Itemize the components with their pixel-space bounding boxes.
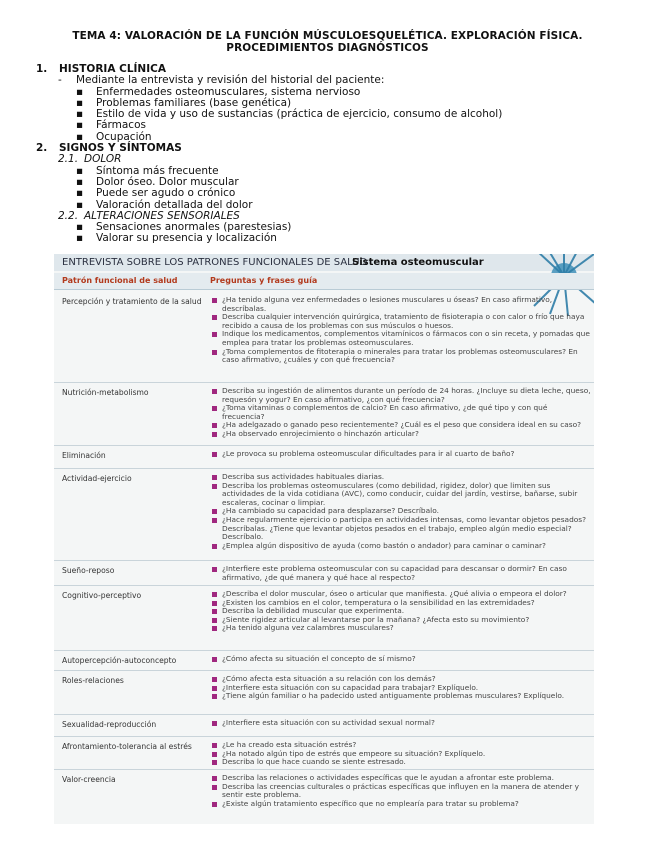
- section-heading-1: 1. HISTORIA CLÍNICA: [36, 63, 166, 75]
- question-item: ¿Cómo afecta esta situación a su relación con los demás?: [210, 675, 592, 684]
- question-item: Indique los medicamentos, complementos vitamínicos o fármacos con o sin receta, y pomadas que emplea para tratar los problemas osteomusculares.: [210, 330, 592, 347]
- table-row: [54, 670, 594, 715]
- bullet-text: Valoración detallada del dolor: [96, 198, 253, 211]
- bullet-marker: ▪: [76, 108, 84, 121]
- pattern-cell: Actividad-ejercicio: [62, 474, 132, 483]
- question-item: ¿Interfiere esta situación con su capacidad para trabajar? Explíquelo.: [210, 684, 592, 693]
- section-intro: - Mediante la entrevista y revisión del historial del paciente:: [58, 74, 385, 87]
- question-item: ¿Existe algún tratamiento específico que no emplearía para tratar su problema?: [210, 800, 592, 809]
- bullet-marker: ▪: [76, 85, 84, 98]
- question-item: ¿Existen los cambios en el color, temperatura o la sensibilidad en las extremidades?: [210, 599, 592, 608]
- question-item: Describa las relaciones o actividades específicas que le ayudan a afrontar este problema.: [210, 774, 592, 783]
- bullet-text: Problemas familiares (base genética): [96, 96, 292, 109]
- bullet-text: Sensaciones anormales (parestesias): [96, 221, 292, 234]
- sensory-bullets: [36, 222, 626, 245]
- questions-cell: [210, 473, 592, 550]
- questions-cell: [210, 675, 592, 701]
- question-item: ¿Ha tenido alguna vez calambres musculares?: [210, 624, 592, 633]
- pattern-cell: Valor-creencia: [62, 775, 116, 784]
- questions-cell: [210, 741, 592, 767]
- question-item: ¿Ha cambiado su capacidad para desplazarse? Descríbalo.: [210, 507, 592, 516]
- question-item: ¿Toma vitaminas o complementos de calcio? En caso afirmativo, ¿de qué tipo y con qué frecuencia?: [210, 404, 592, 421]
- table-system-label: Sistema osteomuscular: [352, 257, 484, 268]
- questions-cell: [210, 719, 592, 728]
- bullet-text: Síntoma más frecuente: [96, 164, 219, 177]
- question-item: ¿Ha adelgazado o ganado peso recientemente? ¿Cuál es el peso que considera ideal en su caso?: [210, 421, 592, 430]
- pattern-cell: Eliminación: [62, 451, 106, 460]
- document-title: TEMA 4: VALORACIÓN DE LA FUNCIÓN MÚSCULOESQUELÉTICA. EXPLORACIÓN FÍSICA. PROCEDIMIENTOS DIAGNÓSTICOS: [72, 30, 583, 54]
- bullet-item: [76, 233, 626, 244]
- bullet-text: Fármacos: [96, 119, 146, 132]
- table-column-headers: [54, 273, 594, 290]
- question-item: ¿Tiene algún familiar o ha padecido usted antiguamente problemas musculares? Explíquelo.: [210, 692, 592, 701]
- question-item: ¿Interfiere este problema osteomuscular con su capacidad para descansar o dormir? En caso afirmativo, ¿de qué manera y qué hace al respecto?: [210, 565, 592, 582]
- pattern-cell: Percepción y tratamiento de la salud: [62, 297, 202, 306]
- questions-cell: [210, 774, 592, 808]
- document-body: [36, 64, 626, 245]
- pattern-cell: Sexualidad-reproducción: [62, 720, 157, 729]
- bullet-text: Estilo de vida y uso de sustancias (práctica de ejercicio, consumo de alcohol): [96, 108, 503, 121]
- question-item: Describa sus actividades habituales diarias.: [210, 473, 592, 482]
- column-header-pattern: Patrón funcional de salud: [62, 276, 178, 285]
- questions-cell: [210, 590, 592, 633]
- question-item: Describa los problemas osteomusculares (como debilidad, rigidez, dolor) que limiten sus actividades de la vida cotidiana (AVC), como conducir, cuidar del jardín, vestirse, bañarse, subir escaleras, cocinar o limpiar.: [210, 482, 592, 508]
- question-item: ¿Interfiere esta situación con su actividad sexual normal?: [210, 719, 592, 728]
- bullet-marker: ▪: [76, 221, 84, 234]
- question-item: ¿Siente rigidez articular al levantarse por la mañana? ¿Afecta esto su movimiento?: [210, 616, 592, 625]
- subsection-heading-dolor: 2.1. DOLOR: [58, 153, 122, 166]
- pattern-cell: Autopercepción-autoconcepto: [62, 656, 177, 665]
- column-header-questions: Preguntas y frases guía: [210, 276, 318, 285]
- questions-cell: [210, 387, 592, 439]
- question-item: ¿Emplea algún dispositivo de ayuda (como bastón o andador) para caminar o caminar?: [210, 542, 592, 551]
- bullet-item: [76, 188, 626, 199]
- question-item: Describa cualquier intervención quirúrgica, tratamiento de fisioterapia o con calor o frío que haya recibido a causa de los problemas con sus músculos o huesos.: [210, 313, 592, 330]
- question-item: ¿Le provoca su problema osteomuscular dificultades para ir al cuarto de baño?: [210, 450, 592, 459]
- table-row: [54, 736, 594, 770]
- pattern-cell: Nutrición-metabolismo: [62, 388, 149, 397]
- table-title: ENTREVISTA SOBRE LOS PATRONES FUNCIONALES DE SALUD: [62, 257, 368, 268]
- bullet-marker: ▪: [76, 130, 84, 143]
- bullet-text: Puede ser agudo o crónico: [96, 187, 236, 200]
- subsection-heading-sensoriales: 2.2. ALTERACIONES SENSORIALES: [58, 209, 240, 222]
- bullet-text: Dolor óseo. Dolor muscular: [96, 175, 239, 188]
- table-row: [54, 291, 594, 383]
- pattern-cell: Sueño-reposo: [62, 566, 115, 575]
- question-item: ¿Ha tenido alguna vez enfermedades o lesiones musculares u óseas? En caso afirmativo, descríbalas.: [210, 296, 592, 313]
- bullet-text: Enfermedades osteomusculares, sistema nervioso: [96, 85, 361, 98]
- table-row: [54, 585, 594, 651]
- bullet-marker: ▪: [76, 187, 84, 200]
- history-bullets: [36, 87, 626, 143]
- questions-cell: [210, 296, 592, 365]
- question-item: Describa la debilidad muscular que experimenta.: [210, 607, 592, 616]
- bullet-marker: ▪: [76, 96, 84, 109]
- bullet-marker: ▪: [76, 164, 84, 177]
- question-item: ¿Le ha creado esta situación estrés?: [210, 741, 592, 750]
- question-item: ¿Ha notado algún tipo de estrés que empeore su situación? Explíquelo.: [210, 750, 592, 759]
- table-row: [54, 468, 594, 561]
- pattern-cell: Roles-relaciones: [62, 676, 124, 685]
- question-item: Describa las creencias culturales o prácticas específicas que influyen en la manera de atender y sentir este problema.: [210, 783, 592, 800]
- question-item: ¿Describa el dolor muscular, óseo o articular que manifiesta. ¿Qué alivia o empeora el dolor?: [210, 590, 592, 599]
- pain-bullets: [36, 166, 626, 211]
- table-row: [54, 445, 594, 469]
- question-item: ¿Ha observado enrojecimiento o hinchazón articular?: [210, 430, 592, 439]
- table-row: [54, 769, 594, 824]
- section-heading-2: 2. SIGNOS Y SÍNTOMAS: [36, 142, 182, 155]
- questions-cell: [210, 450, 592, 459]
- bullet-marker: ▪: [76, 232, 84, 245]
- table-row: [54, 560, 594, 586]
- question-item: ¿Hace regularmente ejercicio o participa en actividades intensas, como levantar objetos pesados? Descríbalas. ¿Tiene que levantar objetos pesados en el trabajo, empleo algún medio especial? Descríbalo.: [210, 516, 592, 542]
- pattern-cell: Afrontamiento-tolerancia al estrés: [62, 742, 192, 751]
- question-item: Describa su ingestión de alimentos durante un período de 24 horas. ¿Incluye su dieta leche, queso, requesón y yogur? En caso afirmativo, ¿con qué frecuencia?: [210, 387, 592, 404]
- bullet-marker: ▪: [76, 175, 84, 188]
- table-row: [54, 650, 594, 671]
- table-title-bar: [54, 254, 594, 271]
- bullet-text: Ocupación: [96, 130, 152, 143]
- questions-cell: [210, 565, 592, 582]
- bullet-item: [76, 120, 626, 131]
- questions-cell: [210, 655, 592, 664]
- question-item: Describa lo que hace cuando se siente estresado.: [210, 758, 592, 767]
- bullet-item: [76, 109, 626, 120]
- table-row: [54, 382, 594, 446]
- table-row: [54, 714, 594, 737]
- functional-patterns-table-image: [54, 254, 594, 824]
- pattern-cell: Cognitivo-perceptivo: [62, 591, 142, 600]
- question-item: ¿Cómo afecta su situación el concepto de sí mismo?: [210, 655, 592, 664]
- bullet-marker: ▪: [76, 119, 84, 132]
- bullet-marker: ▪: [76, 198, 84, 211]
- bullet-text: Valorar su presencia y localización: [96, 232, 277, 245]
- question-item: ¿Toma complementos de fitoterapia o minerales para tratar los problemas osteomusculares? En caso afirmativo, ¿cuáles y con qué frecuencia?: [210, 348, 592, 365]
